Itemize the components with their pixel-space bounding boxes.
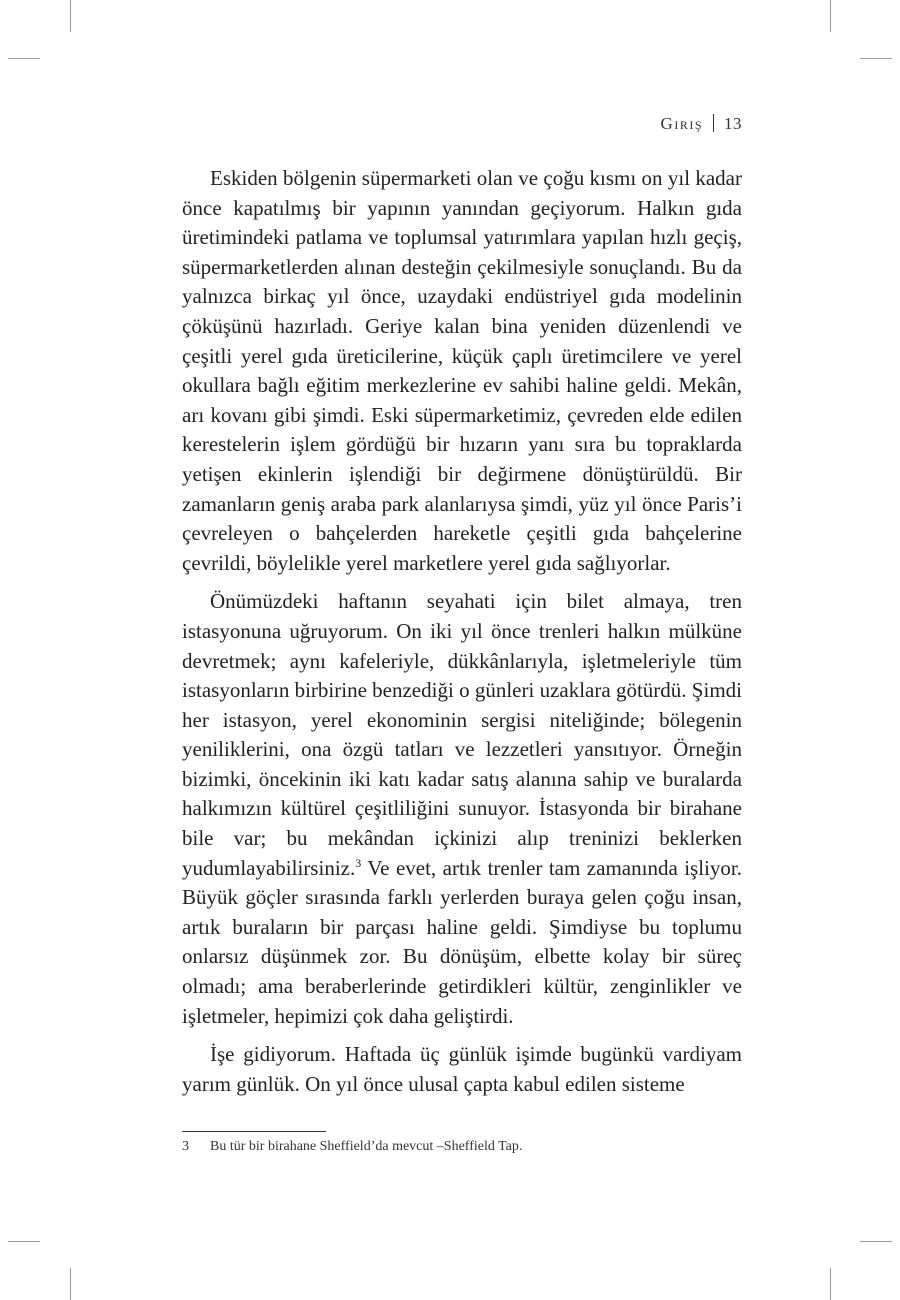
paragraph-1 (182, 164, 742, 578)
paragraph-2 (182, 587, 742, 1031)
paragraph-3-text: İşe gidiyorum. Haftada üç günlük işimde bugünkü vardiyam yarım günlük. On yıl önce ulusal çapta kabul edilen sisteme (182, 1042, 742, 1096)
crop-mark-bottom-left (70, 1268, 71, 1300)
footnote-text: Bu tür bir birahane Sheffield’da mevcut –Sheffield Tap. (210, 1139, 523, 1154)
section-title: Giriş (660, 114, 703, 133)
crop-mark-right-top (860, 58, 892, 59)
footnote-rule (182, 1131, 326, 1132)
footnote-reference[interactable]: 3 (355, 855, 362, 870)
crop-mark-top-right (830, 0, 831, 32)
page-number: 13 (724, 114, 742, 133)
crop-mark-top-left (70, 0, 71, 32)
crop-mark-right-bottom (860, 1241, 892, 1242)
paragraph-3 (182, 1040, 742, 1099)
footnote (182, 1137, 742, 1157)
paragraph-2-text-start: Önümüzdeki haftanın seyahati için bilet almaya, tren istasyonuna uğruyorum. On iki yıl önce trenleri halkın mülküne devretmek; aynı kafeleriyle, dükkânlarıyla, işletmeleriyle tüm istasyonların birbirine benzediği o günleri uzaklara götürdü. Şimdi her istasyon, yerel ekonominin sergisi niteliğinde; bölegenin yeniliklerini, ona özgü tatları ve lezzetleri yansıtıyor. Örneğin bizimki, öncekinin iki katı kadar satış alanına sahip ve buralarda halkımızın kültürel çeşitliliğini sunuyor. İstasyonda bir birahane bile var; bu mekândan içkinizi alıp treninizi beklerken yudumlayabilirsiniz. (182, 589, 742, 880)
body-text (182, 164, 742, 1108)
crop-mark-left-top (8, 58, 40, 59)
paragraph-2-text-end: Ve evet, artık trenler tam zamanında işliyor. Büyük göçler sırasında farklı yerlerden buraya gelen çoğu insan, artık buraların bir parçası haline geldi. Şimdiyse bu toplumu onlarsız düşünmek zor. Bu dönüşüm, elbette kolay bir süreç olmadı; ama beraberlerinde getirdikleri kültür, zenginlikler ve işletmeler, hepimizi çok daha geliştirdi. (182, 855, 742, 1028)
crop-mark-bottom-right (830, 1268, 831, 1300)
running-head (661, 114, 742, 134)
footnote-number: 3 (182, 1139, 189, 1154)
running-head-separator (713, 114, 714, 132)
crop-mark-left-bottom (8, 1241, 40, 1242)
paragraph-1-text: Eskiden bölgenin süpermarketi olan ve çoğu kısmı on yıl kadar önce kapatılmış bir yapının yanından geçiyorum. Halkın gıda üretimindeki patlama ve toplumsal yatırımlara yapılan hızlı geçiş, süpermarketlerden alınan desteğin çekilmesiyle sonuçlandı. Bu da yalnızca birkaç yıl önce, uzaydaki endüstriyel gıda modelinin çöküşünü hazırladı. Geriye kalan bina yeniden düzenlendi ve çeşitli yerel gıda üreticilerine, küçük çaplı üretimcilere ve yerel okullara bağlı eğitim merkezlerine ev sahibi haline geldi. Mekân, arı kovanı gibi şimdi. Eski süpermarketimiz, çevreden elde edilen kerestelerin işlem gördüğü bir hızarın yanı sıra bu topraklarda yetişen ekinlerin işlendiği bir değirmene dönüştürüldü. Bir zamanların geniş araba park alanlarıysa şimdi, yüz yıl önce Paris’i çevreleyen o bahçelerden hareketle çeşitli gıda bahçelerine çevrildi, böylelikle yerel marketlere yerel gıda sağlıyorlar. (182, 166, 742, 575)
